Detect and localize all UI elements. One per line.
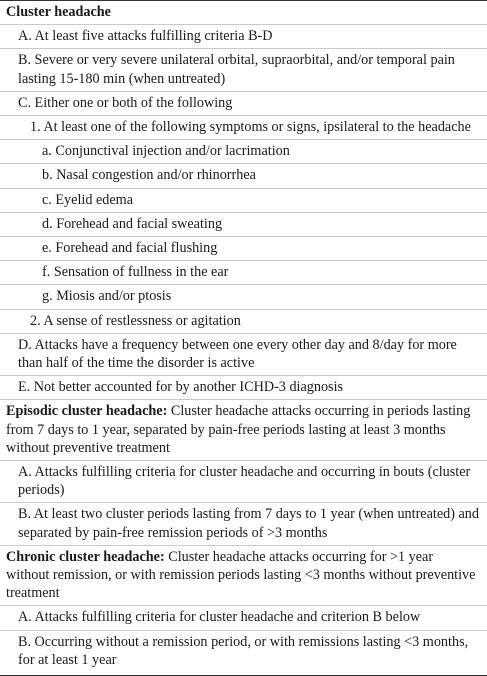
symptom-row xyxy=(0,189,487,213)
criterion-text: a. Conjunctival injection and/or lacrimation xyxy=(42,143,290,160)
criterion-row xyxy=(0,606,487,630)
sub-criterion-row xyxy=(0,116,487,140)
criterion-text: d. Forehead and facial sweating xyxy=(42,215,223,232)
criterion-row xyxy=(0,461,487,503)
criterion-text: g. Miosis and/or ptosis xyxy=(42,288,172,305)
criterion-row xyxy=(0,25,487,49)
heading-text: Cluster headache xyxy=(6,4,111,20)
criterion-text: A. Attacks fulfilling criteria for cluster headache and occurring in bouts (cluster periods) xyxy=(18,464,471,499)
symptom-row xyxy=(0,237,487,261)
section-description: Cluster headache attacks occurring in periods lasting from 7 days to 1 year, separated by pain-free periods lasting at least 3 months without preventive treatment xyxy=(6,403,471,456)
criterion-row xyxy=(0,503,487,545)
criterion-row xyxy=(0,376,487,400)
criterion-text: b. Nasal congestion and/or rhinorrhea xyxy=(42,167,256,184)
criterion-text: D. Attacks have a frequency between one every other day and 8/day for more than half of the time the disorder is active xyxy=(18,336,457,372)
criterion-text: 2. A sense of restlessness or agitation xyxy=(30,312,241,329)
symptom-row xyxy=(0,261,487,285)
criterion-text: E. Not better accounted for by another ICHD-3 diagnosis xyxy=(18,379,344,396)
criterion-row xyxy=(0,631,487,672)
heading-text: Episodic cluster headache: xyxy=(6,403,168,420)
criterion-text: C. Either one or both of the following xyxy=(18,94,233,111)
criterion-text: B. Severe or very severe unilateral orbital, supraorbital, and/or temporal pain lasting 15-180 min (when untreated) xyxy=(18,52,455,87)
sub-criterion-row xyxy=(0,310,487,334)
heading-text: Chronic cluster headache: xyxy=(6,548,165,565)
criterion-row xyxy=(0,92,487,116)
criterion-text: B. Occurring without a remission period, or with remissions lasting <3 months, for at least 1 year xyxy=(18,633,469,668)
symptom-row xyxy=(0,140,487,164)
criterion-text: f. Sensation of fullness in the ear xyxy=(42,264,229,281)
symptom-row xyxy=(0,213,487,237)
section-heading-cluster-headache xyxy=(0,1,487,25)
symptom-row xyxy=(0,164,487,188)
criterion-text: A. Attacks fulfilling criteria for cluster headache and criterion B below xyxy=(18,609,421,626)
criterion-text: B. At least two cluster periods lasting from 7 days to 1 year (when untreated) and separated by pain-free remission periods of >3 months xyxy=(18,506,479,541)
criterion-text: A. At least five attacks fulfilling criteria B-D xyxy=(18,28,273,45)
criterion-text: c. Eyelid edema xyxy=(42,191,133,208)
criterion-row xyxy=(0,49,487,91)
symptom-row xyxy=(0,285,487,309)
section-heading-episodic xyxy=(0,400,487,461)
criterion-row xyxy=(0,334,487,376)
section-description: Cluster headache attacks occurring for >1 year without remission, or with remission periods lasting <3 months without preventive treatment xyxy=(6,548,476,602)
section-heading-chronic xyxy=(0,546,487,607)
criterion-text: e. Forehead and facial flushing xyxy=(42,240,218,257)
criterion-text: 1. At least one of the following symptoms or signs, ipsilateral to the headache xyxy=(30,119,471,136)
